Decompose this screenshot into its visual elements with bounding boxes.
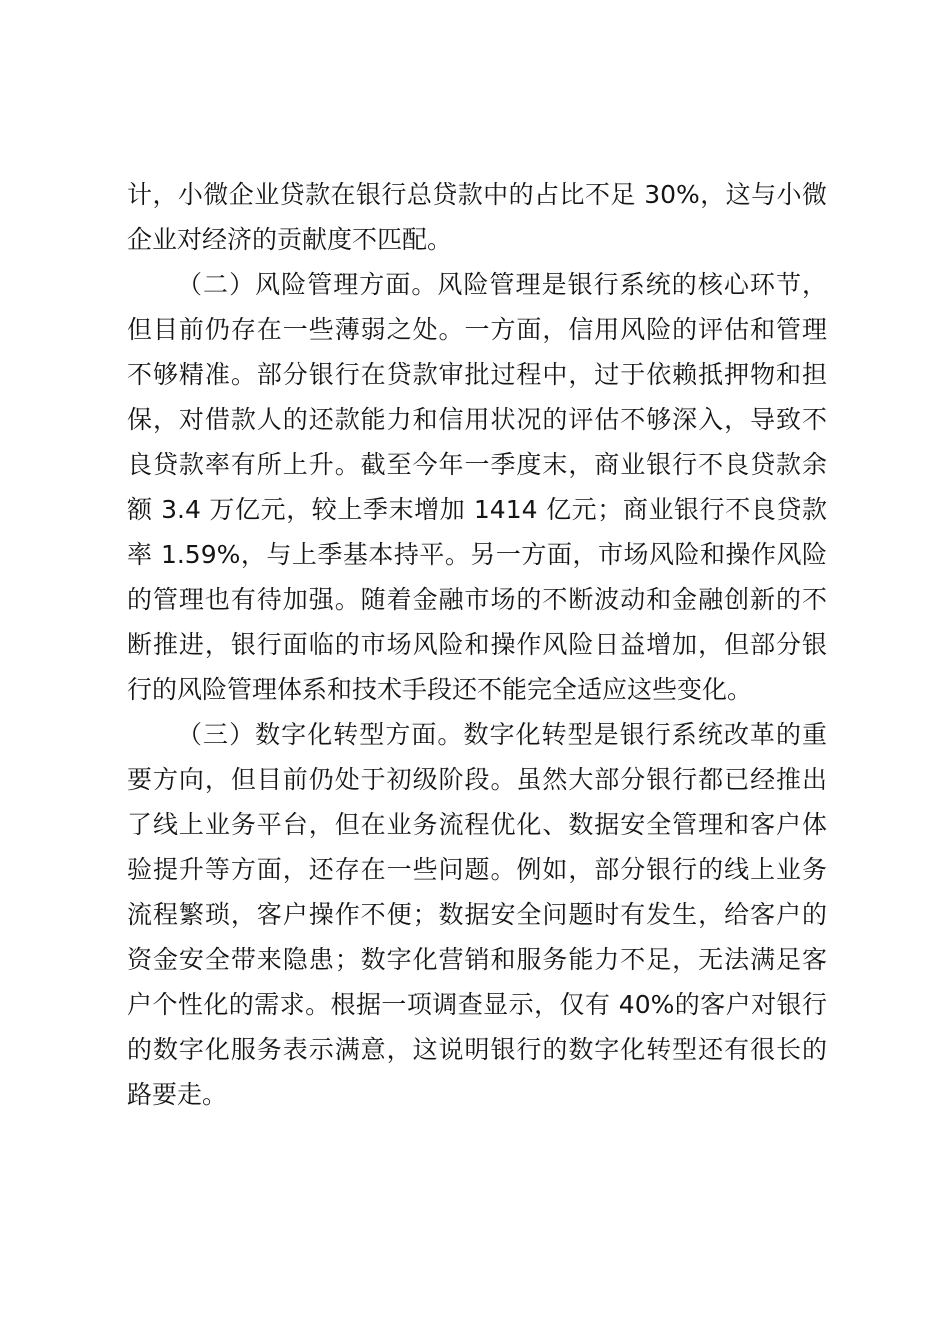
text-line: 保，对借款人的还款能力和信用状况的评估不够深入，导致不 <box>127 405 827 434</box>
text-line: 的数字化服务表示满意，这说明银行的数字化转型还有很长的 <box>127 1035 827 1064</box>
text-line: 但目前仍存在一些薄弱之处。一方面，信用风险的评估和管理 <box>127 315 827 344</box>
text-line: 要方向，但目前仍处于初级阶段。虽然大部分银行都已经推出 <box>127 765 827 794</box>
text-line: 户个性化的需求。根据一项调查显示，仅有 40%的客户对银行 <box>127 990 827 1019</box>
document-body <box>127 172 827 1117</box>
paragraph-risk-management <box>127 262 827 712</box>
text-line: 断推进，银行面临的市场风险和操作风险日益增加，但部分银 <box>127 630 827 659</box>
paragraph-digital-transformation <box>127 712 827 1117</box>
text-line: 不够精准。部分银行在贷款审批过程中，过于依赖抵押物和担 <box>127 360 827 389</box>
paragraph-heading-line: （三）数字化转型方面。数字化转型是银行系统改革的重 <box>177 720 827 749</box>
text-line: 的管理也有待加强。随着金融市场的不断波动和金融创新的不 <box>127 585 827 614</box>
text-line: 率 1.59%，与上季基本持平。另一方面，市场风险和操作风险 <box>127 540 827 569</box>
text-line: 企业对经济的贡献度不匹配。 <box>127 225 453 254</box>
text-line: 计，小微企业贷款在银行总贷款中的占比不足 30%，这与小微 <box>127 180 827 209</box>
text-line: 流程繁琐，客户操作不便；数据安全问题时有发生，给客户的 <box>127 900 827 929</box>
paragraph-heading-line: （二）风险管理方面。风险管理是银行系统的核心环节， <box>177 270 827 299</box>
text-line: 良贷款率有所上升。截至今年一季度末，商业银行不良贷款余 <box>127 450 827 479</box>
paragraph-continued <box>127 172 827 262</box>
text-line: 了线上业务平台，但在业务流程优化、数据安全管理和客户体 <box>127 810 827 839</box>
text-line: 资金安全带来隐患；数字化营销和服务能力不足，无法满足客 <box>127 945 827 974</box>
text-line: 行的风险管理体系和技术手段还不能完全适应这些变化。 <box>127 675 753 704</box>
text-line: 额 3.4 万亿元，较上季末增加 1414 亿元；商业银行不良贷款 <box>127 495 827 524</box>
text-line: 路要走。 <box>127 1080 228 1109</box>
text-line: 验提升等方面，还存在一些问题。例如，部分银行的线上业务 <box>127 855 827 884</box>
